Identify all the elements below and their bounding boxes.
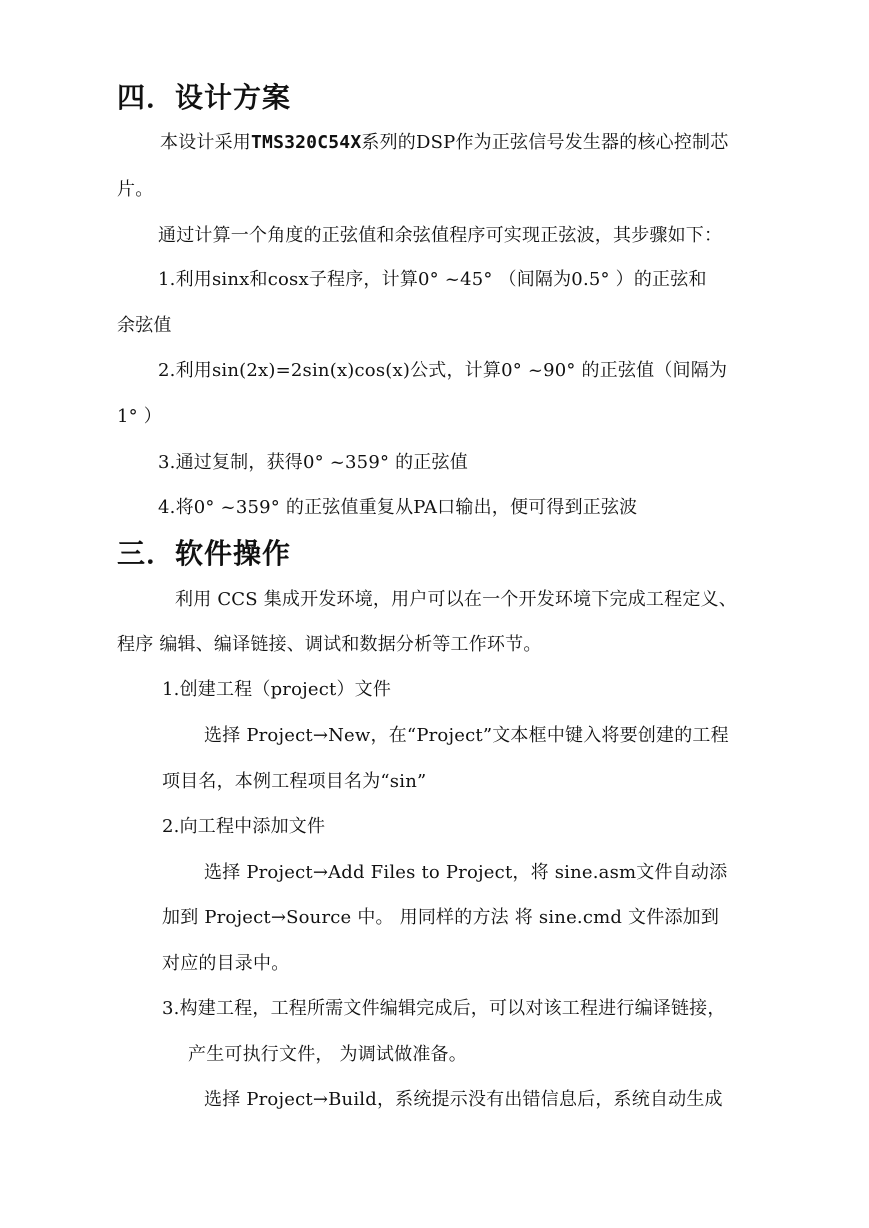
step2-line2: 1° ） [117,406,162,427]
item2-title: 2.向工程中添加文件 [162,816,326,837]
design-intro-pre: 本设计采用 [160,132,251,153]
step4-line: 4.将0° ~359° 的正弦值重复从PA口输出，便可得到正弦波 [158,497,638,518]
item1-desc-line2: 项目名，本例工程项目名为“sin” [162,771,427,792]
step1-line2: 余弦值 [117,315,172,336]
software-intro-line2: 程序 编辑、编译链接、调试和数据分析等工作环节。 [117,634,542,655]
item1-title: 1.创建工程（project）文件 [162,679,392,700]
item3-desc-line1: 选择 Project→Build，系统提示没有出错信息后，系统自动生成 [204,1089,723,1110]
item2-desc-line1: 选择 Project→Add Files to Project，将 sine.asm文件自动添 [204,862,728,883]
design-intro-line2: 片。 [117,179,154,200]
item2-desc-line2: 加到 Project→Source 中。 用同样的方法 将 sine.cmd 文件添加到 [162,907,720,928]
item3-title-line1: 3.构建工程，工程所需文件编辑完成后，可以对该工程进行编译链接， [162,998,726,1019]
design-intro-line1 [160,131,790,155]
chip-model: TMS320C54X [251,132,362,153]
software-intro-line1: 利用 CCS 集成开发环境，用户可以在一个开发环境下完成工程定义、 [175,589,737,610]
step3-line: 3.通过复制，获得0° ~359° 的正弦值 [158,452,468,473]
design-intro-post: 系列的DSP作为正弦信号发生器的核心控制芯 [361,132,729,153]
step2-line1: 2.利用sin(2x)=2sin(x)cos(x)公式，计算0° ~90° 的正弦值（间隔为 [158,360,728,381]
item2-desc-line3: 对应的目录中。 [162,953,290,974]
step1-line1: 1.利用sinx和cosx子程序，计算0° ~45° （间隔为0.5° ）的正弦和 [158,269,707,290]
item1-desc-line1: 选择 Project→New，在“Project”文本框中键入将要创建的工程 [204,725,729,746]
section-heading-software: 三．软件操作 [117,537,292,570]
method-line: 通过计算一个角度的正弦值和余弦值程序可实现正弦波，其步骤如下： [158,225,723,246]
section-heading-design: 四．设计方案 [117,81,292,114]
item3-title-line2: 产生可执行文件， 为调试做准备。 [188,1044,467,1065]
